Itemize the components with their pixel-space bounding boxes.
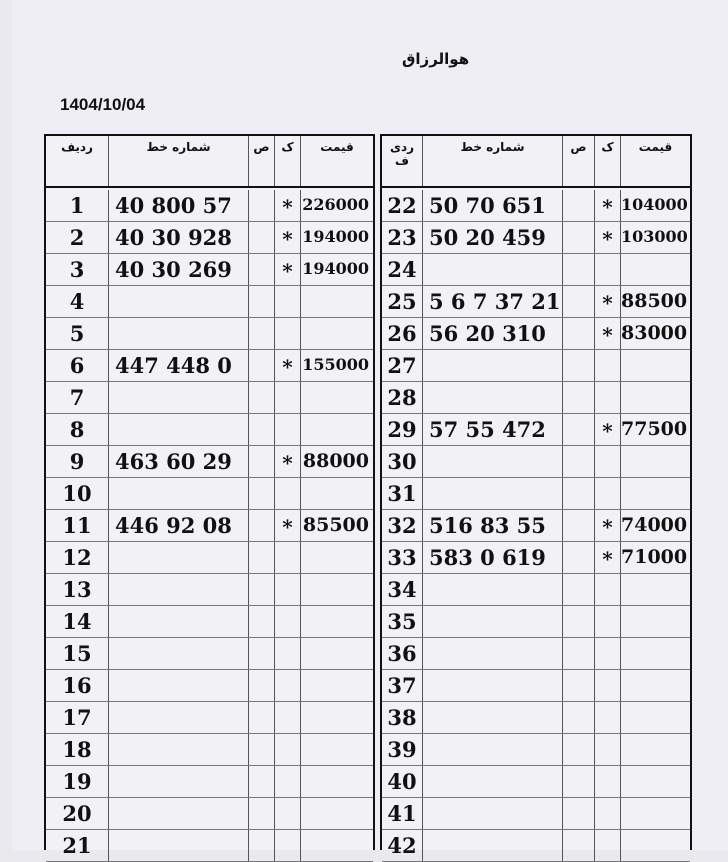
sad-cell: [562, 382, 594, 413]
kaf-mark: [594, 478, 620, 509]
phone-number: 583 0 619: [422, 542, 562, 573]
table-row: [46, 382, 373, 414]
sad-cell: [248, 478, 274, 509]
table-header: [46, 136, 373, 188]
price-cell: [300, 830, 373, 861]
kaf-mark: *: [594, 318, 620, 349]
phone-number: [422, 734, 562, 765]
row-number: 35: [387, 609, 417, 634]
price-cell: [300, 574, 373, 605]
price-cell: 71000: [620, 542, 690, 573]
phone-number: [108, 382, 248, 413]
phone-number: 516 83 55: [422, 510, 562, 541]
phone-number: [422, 766, 562, 797]
sad-cell: [248, 190, 274, 221]
price-cell: [620, 478, 690, 509]
table-row: [46, 830, 373, 862]
price-cell: [300, 702, 373, 733]
row-number: 5: [69, 321, 85, 346]
row-number: 24: [387, 257, 417, 282]
header-row-num: ردیف: [61, 140, 93, 154]
phone-number: 57 55 472: [422, 414, 562, 445]
sad-cell: [248, 510, 274, 541]
price-table-left: [380, 134, 692, 858]
table-row: [46, 798, 373, 830]
price-cell: [300, 638, 373, 669]
sad-cell: [248, 766, 274, 797]
table-body: [46, 190, 373, 858]
sad-cell: [562, 286, 594, 317]
table-row: [382, 222, 690, 254]
price-cell: [620, 766, 690, 797]
table-row: [46, 574, 373, 606]
kaf-mark: *: [274, 510, 300, 541]
table-row: [46, 222, 373, 254]
table-row: [46, 286, 373, 318]
row-number: 16: [62, 673, 92, 698]
header-price: قیمت: [620, 136, 690, 186]
header-sad: ص: [562, 136, 594, 186]
kaf-mark: [594, 734, 620, 765]
sad-cell: [248, 222, 274, 253]
table-row: [46, 734, 373, 766]
row-number: 2: [69, 225, 85, 250]
row-number: 34: [387, 577, 417, 602]
kaf-mark: *: [594, 542, 620, 573]
kaf-mark: [274, 318, 300, 349]
kaf-mark: *: [594, 414, 620, 445]
kaf-mark: [594, 574, 620, 605]
table-row: [382, 702, 690, 734]
header-sad: ص: [248, 136, 274, 186]
kaf-mark: *: [594, 510, 620, 541]
kaf-mark: *: [274, 254, 300, 285]
price-cell: [300, 542, 373, 573]
phone-number: [108, 766, 248, 797]
table-row: [382, 414, 690, 446]
table-row: [382, 350, 690, 382]
row-number: 8: [69, 417, 85, 442]
price-cell: [300, 286, 373, 317]
price-cell: [620, 702, 690, 733]
phone-number: 40 800 57: [108, 190, 248, 221]
price-cell: [300, 318, 373, 349]
phone-number: [422, 702, 562, 733]
row-number: 3: [69, 257, 85, 282]
price-cell: 155000: [300, 350, 373, 381]
sad-cell: [248, 638, 274, 669]
header-kaf: ک: [594, 136, 620, 186]
phone-number: 447 448 0: [108, 350, 248, 381]
phone-number: 40 30 928: [108, 222, 248, 253]
kaf-mark: [594, 798, 620, 829]
phone-number: [422, 798, 562, 829]
kaf-mark: [274, 606, 300, 637]
price-cell: [620, 350, 690, 381]
price-cell: [300, 670, 373, 701]
sad-cell: [248, 574, 274, 605]
phone-number: 56 20 310: [422, 318, 562, 349]
row-number: 32: [387, 513, 417, 538]
table-row: [46, 414, 373, 446]
table-row: [46, 638, 373, 670]
kaf-mark: [274, 286, 300, 317]
phone-number: [422, 446, 562, 477]
kaf-mark: *: [274, 446, 300, 477]
row-number: 36: [387, 641, 417, 666]
row-number: 21: [62, 833, 92, 858]
phone-number: [422, 574, 562, 605]
row-number: 6: [69, 353, 85, 378]
row-number: 42: [387, 833, 417, 858]
sad-cell: [248, 414, 274, 445]
row-number: 18: [62, 737, 92, 762]
phone-number: [108, 414, 248, 445]
phone-number: [422, 606, 562, 637]
price-cell: 104000: [620, 190, 690, 221]
kaf-mark: *: [594, 190, 620, 221]
row-number: 37: [387, 673, 417, 698]
table-header: [382, 136, 690, 188]
kaf-mark: [594, 766, 620, 797]
kaf-mark: [274, 766, 300, 797]
phone-number: [422, 254, 562, 285]
table-row: [382, 510, 690, 542]
header-phone: شماره خط: [422, 136, 562, 186]
price-cell: 226000: [300, 190, 373, 221]
table-row: [382, 478, 690, 510]
table-row: [46, 606, 373, 638]
price-cell: 103000: [620, 222, 690, 253]
kaf-mark: [274, 734, 300, 765]
sad-cell: [562, 734, 594, 765]
sad-cell: [562, 574, 594, 605]
sad-cell: [562, 798, 594, 829]
sad-cell: [248, 734, 274, 765]
phone-number: [108, 702, 248, 733]
kaf-mark: *: [274, 350, 300, 381]
sad-cell: [248, 350, 274, 381]
phone-number: [108, 638, 248, 669]
sad-cell: [562, 254, 594, 285]
price-cell: [620, 382, 690, 413]
kaf-mark: [274, 798, 300, 829]
row-number: 33: [387, 545, 417, 570]
table-row: [382, 638, 690, 670]
sad-cell: [562, 222, 594, 253]
table-row: [46, 350, 373, 382]
row-number: 15: [62, 641, 92, 666]
kaf-mark: [594, 382, 620, 413]
phone-number: [422, 350, 562, 381]
table-row: [46, 318, 373, 350]
price-cell: [300, 478, 373, 509]
price-cell: [300, 382, 373, 413]
table-row: [382, 606, 690, 638]
price-cell: 88500: [620, 286, 690, 317]
price-cell: [620, 446, 690, 477]
row-number: 25: [387, 289, 417, 314]
sad-cell: [248, 254, 274, 285]
price-cell: [300, 734, 373, 765]
sad-cell: [562, 638, 594, 669]
table-row: [382, 382, 690, 414]
kaf-mark: [594, 830, 620, 861]
price-cell: [620, 670, 690, 701]
kaf-mark: [274, 574, 300, 605]
price-cell: [620, 798, 690, 829]
price-cell: [620, 830, 690, 861]
phone-number: [108, 830, 248, 861]
header-kaf: ک: [274, 136, 300, 186]
price-cell: 194000: [300, 254, 373, 285]
row-number: 19: [62, 769, 92, 794]
price-cell: 77500: [620, 414, 690, 445]
row-number: 13: [62, 577, 92, 602]
kaf-mark: [274, 542, 300, 573]
kaf-mark: [594, 702, 620, 733]
kaf-mark: [594, 254, 620, 285]
phone-number: [108, 286, 248, 317]
sad-cell: [248, 670, 274, 701]
sad-cell: [248, 606, 274, 637]
price-cell: [300, 414, 373, 445]
row-number: 11: [62, 513, 92, 538]
kaf-mark: [594, 350, 620, 381]
phone-number: 50 70 651: [422, 190, 562, 221]
kaf-mark: [594, 606, 620, 637]
table-row: [46, 510, 373, 542]
price-cell: 88000: [300, 446, 373, 477]
row-number: 12: [62, 545, 92, 570]
table-row: [46, 254, 373, 286]
kaf-mark: *: [594, 222, 620, 253]
row-number: 27: [387, 353, 417, 378]
sad-cell: [248, 382, 274, 413]
price-cell: [300, 766, 373, 797]
document-date: 1404/10/04: [60, 95, 146, 114]
row-number: 30: [387, 449, 417, 474]
phone-number: [108, 542, 248, 573]
sad-cell: [562, 510, 594, 541]
phone-number: [108, 670, 248, 701]
kaf-mark: [274, 638, 300, 669]
phone-number: [422, 830, 562, 861]
price-table-right: [44, 134, 375, 858]
phone-number: 5 6 7 37 21: [422, 286, 562, 317]
kaf-mark: [274, 478, 300, 509]
row-number: 23: [387, 225, 417, 250]
table-row: [382, 286, 690, 318]
phone-number: [108, 478, 248, 509]
phone-number: 446 92 08: [108, 510, 248, 541]
row-number: 29: [387, 417, 417, 442]
row-number: 38: [387, 705, 417, 730]
kaf-mark: *: [274, 222, 300, 253]
table-row: [46, 542, 373, 574]
kaf-mark: [274, 382, 300, 413]
kaf-mark: [274, 414, 300, 445]
phone-number: [422, 670, 562, 701]
kaf-mark: [274, 830, 300, 861]
price-cell: [620, 734, 690, 765]
price-cell: [620, 606, 690, 637]
phone-number: 463 60 29: [108, 446, 248, 477]
table-row: [46, 446, 373, 478]
sad-cell: [562, 766, 594, 797]
sad-cell: [562, 414, 594, 445]
price-cell: [620, 638, 690, 669]
sad-cell: [562, 350, 594, 381]
sad-cell: [562, 446, 594, 477]
kaf-mark: [594, 638, 620, 669]
price-cell: 85500: [300, 510, 373, 541]
row-number: 22: [387, 193, 417, 218]
sad-cell: [562, 190, 594, 221]
sad-cell: [562, 606, 594, 637]
table-row: [382, 574, 690, 606]
price-cell: 74000: [620, 510, 690, 541]
sad-cell: [562, 830, 594, 861]
table-row: [382, 766, 690, 798]
sad-cell: [562, 478, 594, 509]
phone-number: [108, 318, 248, 349]
page-title: هوالرزاق: [402, 50, 470, 68]
price-cell: [620, 254, 690, 285]
kaf-mark: *: [274, 190, 300, 221]
table-row: [46, 702, 373, 734]
kaf-mark: [594, 670, 620, 701]
kaf-mark: [594, 446, 620, 477]
phone-number: 40 30 269: [108, 254, 248, 285]
row-number: 39: [387, 737, 417, 762]
row-number: 26: [387, 321, 417, 346]
price-cell: [620, 574, 690, 605]
phone-number: [422, 638, 562, 669]
header-price: قیمت: [300, 136, 373, 186]
sad-cell: [562, 318, 594, 349]
row-number: 10: [62, 481, 92, 506]
row-number: 4: [69, 289, 85, 314]
sad-cell: [248, 702, 274, 733]
sad-cell: [248, 446, 274, 477]
price-cell: [300, 798, 373, 829]
table-row: [46, 766, 373, 798]
table-body: [382, 190, 690, 858]
table-row: [382, 254, 690, 286]
table-row: [382, 734, 690, 766]
price-cell: [300, 606, 373, 637]
row-number: 9: [69, 449, 85, 474]
phone-number: [422, 478, 562, 509]
row-number: 41: [387, 801, 417, 826]
kaf-mark: *: [594, 286, 620, 317]
row-number: 1: [69, 193, 85, 218]
sad-cell: [248, 318, 274, 349]
table-row: [382, 830, 690, 862]
row-number: 40: [387, 769, 417, 794]
table-row: [382, 318, 690, 350]
sad-cell: [248, 830, 274, 861]
phone-number: [108, 574, 248, 605]
row-number: 17: [62, 705, 92, 730]
kaf-mark: [274, 670, 300, 701]
sad-cell: [562, 702, 594, 733]
phone-number: [422, 382, 562, 413]
phone-number: [108, 606, 248, 637]
table-row: [382, 798, 690, 830]
table-row: [382, 446, 690, 478]
sad-cell: [562, 542, 594, 573]
row-number: 28: [387, 385, 417, 410]
table-row: [46, 670, 373, 702]
header-row-num: ردی ف: [389, 140, 415, 168]
table-row: [46, 190, 373, 222]
table-row: [382, 542, 690, 574]
phone-number: 50 20 459: [422, 222, 562, 253]
row-number: 31: [387, 481, 417, 506]
table-row: [382, 190, 690, 222]
sad-cell: [248, 542, 274, 573]
row-number: 20: [62, 801, 92, 826]
sad-cell: [248, 798, 274, 829]
kaf-mark: [274, 702, 300, 733]
header-phone: شماره خط: [108, 136, 248, 186]
table-row: [382, 670, 690, 702]
sad-cell: [248, 286, 274, 317]
phone-number: [108, 798, 248, 829]
row-number: 14: [62, 609, 92, 634]
row-number: 7: [69, 385, 85, 410]
phone-number: [108, 734, 248, 765]
price-cell: 194000: [300, 222, 373, 253]
price-cell: 83000: [620, 318, 690, 349]
sad-cell: [562, 670, 594, 701]
table-row: [46, 478, 373, 510]
